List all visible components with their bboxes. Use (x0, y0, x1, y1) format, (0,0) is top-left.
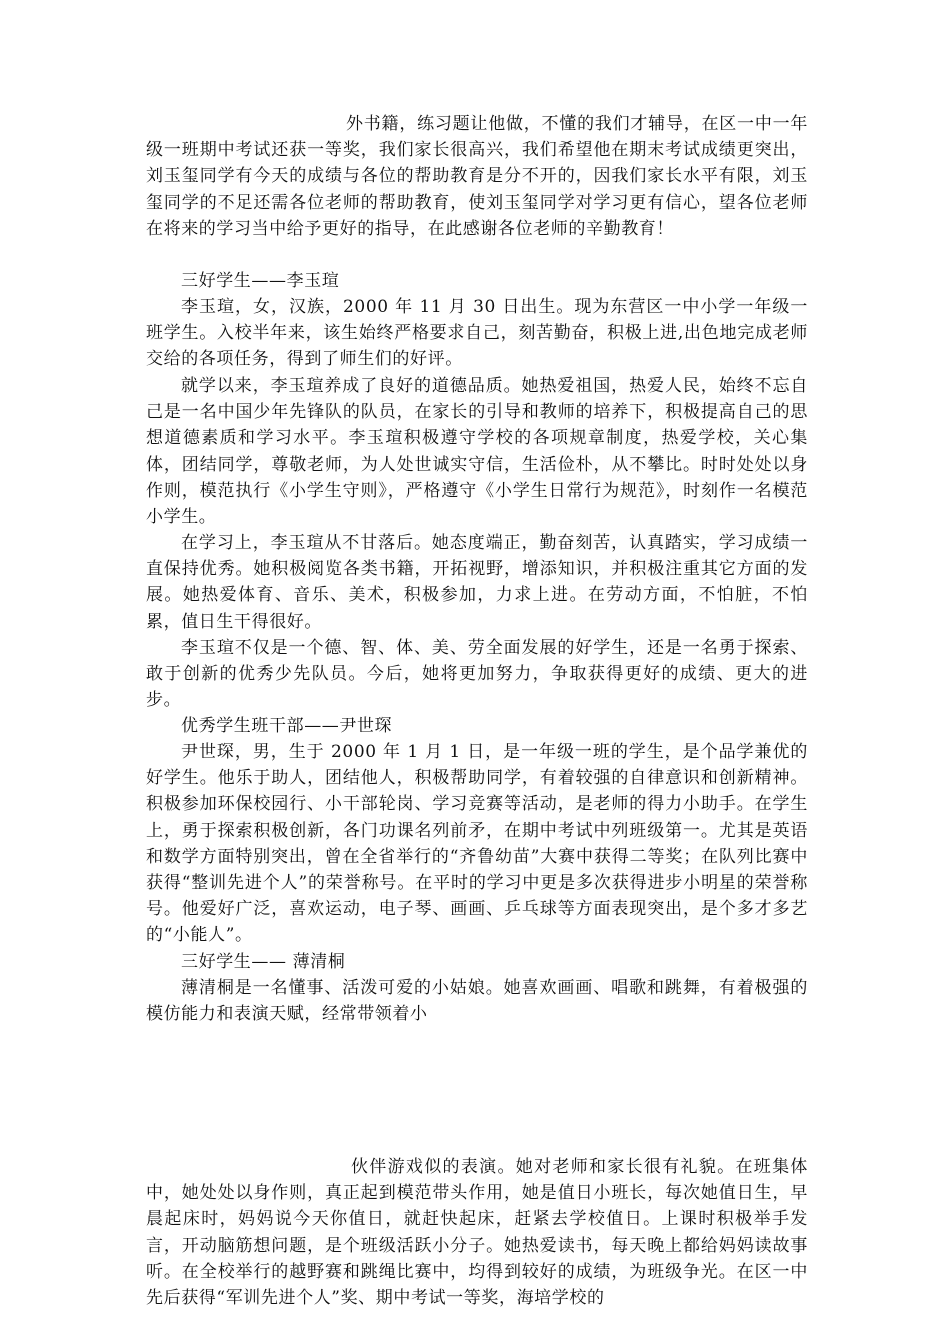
paragraph-bo-part2: 伙伴游戏似的表演。她对老师和家长很有礼貌。在班集体中，她处处以身作则，真正起到模范带头作用，她是值日小班长，每次她值日生，早晨起床时，妈妈说今天你值日，就赶快起床，赶紧去学校值日。上课时积极举手发言，开动脑筋想问题，是个班级活跃小分子。她热爱读书，每天晚上都给妈妈读故事听。在全校举行的越野赛和跳绳比赛中，均得到较好的成绩，为班级争光。在区一中先后获得“军训先进个人”奖、期中考试一等奖，海培学校的 (146, 1157, 808, 1309)
paragraph-li-summary: 李玉瑄不仅是一个德、智、体、美、劳全面发展的好学生，还是一名勇于探索、敢于创新的优秀少先队员。今后，她将更加努力，争取获得更好的成绩、更大的进步。 (146, 638, 808, 711)
paragraph-li-study: 在学习上，李玉瑄从不甘落后。她态度端正，勤奋刻苦，认真踏实，学习成绩一直保持优秀。她积极阅览各类书籍，开拓视野，增添知识，并积极注重其它方面的发展。她热爱体育、音乐、美术，积极参加，力求上进。在劳动方面，不怕脏，不怕累，值日生干得很好。 (146, 533, 808, 632)
paragraph-continued-letter: 外书籍，练习题让他做，不懂的我们才辅导，在区一中一年级一班期中考试还获一等奖，我们家长很高兴，我们希望他在期末考试成绩更突出，刘玉玺同学有今天的成绩与各位的帮助教育是分不开的，因我们家长水平有限，刘玉玺同学的不足还需各位老师的帮助教育，使刘玉玺同学对学习更有信心，望各位老师在将来的学习当中给予更好的指导，在此感谢各位老师的辛勤教育！ (146, 114, 808, 239)
heading-three-good-student-bo: 三好学生—— 薄清桐 (181, 952, 346, 972)
paragraph-bo-part1: 薄清桐是一名懂事、活泼可爱的小姑娘。她喜欢画画、唱歌和跳舞，有着极强的模仿能力和表演天赋，经常带领着小 (146, 978, 808, 1025)
heading-three-good-student-li: 三好学生——李玉瑄 (181, 271, 340, 291)
paragraph-li-morality: 就学以来，李玉瑄养成了良好的道德品质。她热爱祖国，热爱人民，始终不忘自己是一名中国少年先锋队的队员，在家长的引导和教师的培养下，积极提高自己的思想道德素质和学习水平。李玉瑄积极遵守学校的各项规章制度，热爱学校，关心集体，团结同学，尊敬老师，为人处世诚实守信，生活俭朴，从不攀比。时时处处以身作则，模范执行《小学生守则》，严格遵守《小学生日常行为规范》，时刻作一名模范小学生。 (146, 376, 808, 528)
heading-class-cadre-yin: 优秀学生班干部——尹世琛 (181, 716, 393, 736)
paragraph-li-intro: 李玉瑄，女，汉族，2000 年 11 月 30 日出生。现为东营区一中小学一年级一班学生。入校半年来，该生始终严格要求自己，刻苦勤奋，积极上进,出色地完成老师交给的各项任务，得到了师生们的好评。 (146, 297, 808, 370)
paragraph-yin: 尹世琛，男，生于 2000 年 1 月 1 日，是一年级一班的学生，是个品学兼优的好学生。他乐于助人，团结他人，积极帮助同学，有着较强的自律意识和创新精神。积极参加环保校园行、小干部轮岗、学习竞赛等活动，是老师的得力小助手。在学生上，勇于探索积极创新，各门功课名列前矛，在期中考试中列班级第一。尤其是英语和数学方面特别突出，曾在全省举行的“齐鲁幼苗”大赛中获得二等奖；在队列比赛中获得“整训先进个人”的荣誉称号。在平时的学习中更是多次获得进步小明星的荣誉称号。他爱好广泛，喜欢运动，电子琴、画画、乒乓球等方面表现突出，是个多才多艺的“小能人”。 (146, 742, 808, 946)
